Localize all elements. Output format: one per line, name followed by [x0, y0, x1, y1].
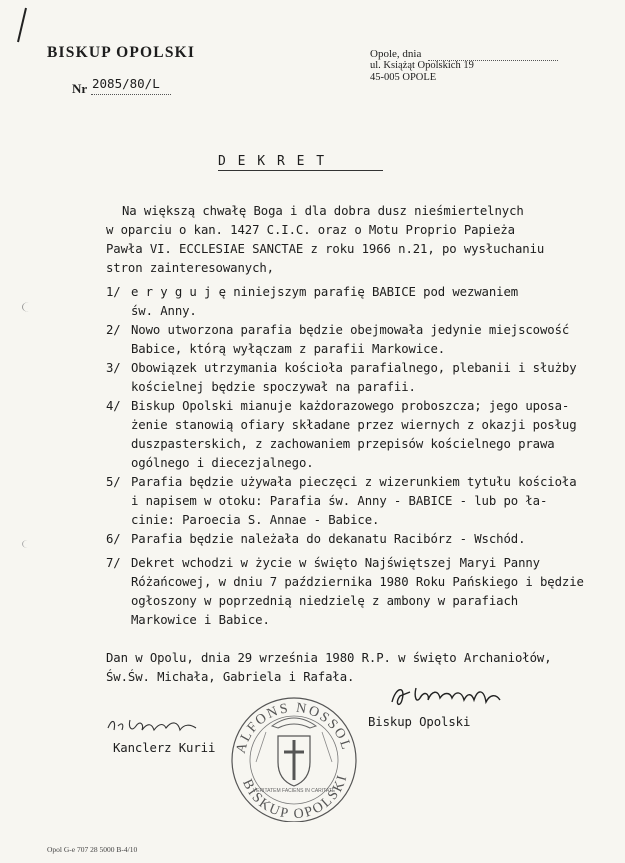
point-line: cinie: Paroecia S. Annae - Babice. — [131, 513, 380, 527]
closing-line: Św.Św. Michała, Gabriela i Rafała. — [106, 670, 355, 684]
intro-line: Na większą chwałę Boga i dla dobra dusz nieśmiertelnych — [122, 204, 524, 218]
number-underline — [91, 94, 171, 95]
point-number: 2/ — [106, 323, 121, 337]
point-line: św. Anny. — [131, 304, 197, 318]
point-number: 4/ — [106, 399, 121, 413]
point-number: 7/ — [106, 556, 121, 570]
punch-hole-mark — [22, 302, 35, 312]
bishop-title: Biskup Opolski — [368, 715, 471, 729]
letterhead-title: BISKUP OPOLSKI — [47, 44, 196, 61]
point-line: żenie stanowią ofiary składane przez wiernych z okazji posług — [131, 418, 577, 432]
seal-motto: VERITATEM FACIENS IN CARITATE — [252, 788, 336, 794]
episcopal-seal — [226, 692, 362, 822]
point-line: Biskup Opolski mianuje każdorazowego proboszcza; jego uposa- — [131, 399, 570, 413]
bishop-signature — [386, 682, 506, 710]
chancellor-title: Kanclerz Kurii — [113, 741, 216, 755]
point-line: Dekret wchodzi w życie w święto Najświętszej Maryi Panny — [131, 556, 540, 570]
point-line: Babice, którą wyłączam z parafii Markowice. — [131, 342, 446, 356]
point-line: Nowo utworzona parafia będzie obejmowała jedynie miejscowość — [131, 323, 570, 337]
point-number: 5/ — [106, 475, 121, 489]
print-code-footer: Opol G-e 707 28 5000 B-4/10 — [47, 845, 138, 854]
point-line: Markowice i Babice. — [131, 613, 270, 627]
place-date-label: Opole, dnia — [370, 48, 422, 60]
intro-line: Pawła VI. ECCLESIAE SANCTAE z roku 1966 n.21, po wysłuchaniu — [106, 242, 545, 256]
seal-top-text: ALFONS NOSSOL — [233, 700, 354, 756]
point-line: duszpasterskich, z zachowaniem przepisów kościelnego prawa — [131, 437, 555, 451]
point-line: Obowiązek utrzymania kościoła parafialnego, plebanii i służby — [131, 361, 577, 375]
point-line: ogólnego i diecezjalnego. — [131, 456, 314, 470]
document-number: 2085/80/L — [92, 76, 160, 91]
point-line: e r y g u j ę niniejszym parafię BABICE pod wezwaniem — [131, 285, 519, 299]
point-line: Parafia będzie używała pieczęci z wizerunkiem tytułu kościoła — [131, 475, 577, 489]
point-line: Różańcowej, w dniu 7 października 1980 Roku Pańskiego i będzie — [131, 575, 584, 589]
pen-stroke-mark — [12, 6, 32, 46]
point-line: Parafia będzie należała do dekanatu Racibórz - Wschód. — [131, 532, 526, 546]
point-line: kościelnej będzie spoczywał na parafii. — [131, 380, 416, 394]
point-number: 1/ — [106, 285, 121, 299]
address-city: 45-005 OPOLE — [370, 72, 437, 83]
number-label: Nr — [72, 81, 88, 96]
point-number: 3/ — [106, 361, 121, 375]
heading-underline — [218, 170, 383, 171]
intro-line: stron zainteresowanych, — [106, 261, 274, 275]
point-line: i napisem w otoku: Parafia św. Anny - BABICE - lub po ła- — [131, 494, 548, 508]
seal-bottom-text: BISKUP OPOLSKI — [239, 772, 351, 822]
chancellor-signature — [104, 714, 204, 738]
point-number: 6/ — [106, 532, 121, 546]
closing-line: Dan w Opolu, dnia 29 września 1980 R.P. w święto Archaniołów, — [106, 651, 552, 665]
punch-hole-mark — [22, 540, 33, 548]
intro-line: w oparciu o kan. 1427 C.I.C. oraz o Motu Proprio Papieża — [106, 223, 515, 237]
point-line: ogłoszony w poprzednią niedzielę z ambony w parafiach — [131, 594, 519, 608]
decree-heading: D E K R E T — [218, 154, 327, 169]
address-street: ul. Książąt Opolskich 19 — [370, 60, 474, 71]
